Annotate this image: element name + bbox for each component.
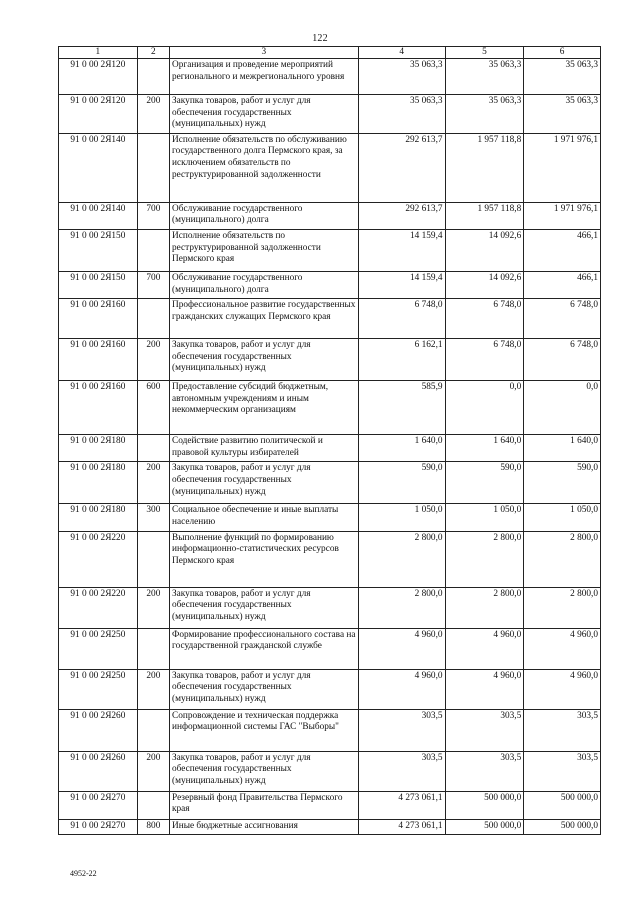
cell-amount-3: 6 748,0 xyxy=(524,299,601,339)
table-header xyxy=(59,47,601,59)
cell-amount-3: 466,1 xyxy=(524,229,601,271)
cell-amount-1: 292 613,7 xyxy=(358,202,445,229)
table-row xyxy=(59,709,601,751)
cell-description: Закупка товаров, работ и услуг для обеспечения государственных (муниципальных) нужд xyxy=(170,587,359,628)
cell-expense-type: 200 xyxy=(137,751,169,791)
cell-code: 91 0 00 2Я120 xyxy=(59,59,138,95)
column-header-type: 2 xyxy=(137,47,169,59)
header-row xyxy=(59,47,601,59)
cell-amount-2: 303,5 xyxy=(445,751,524,791)
cell-amount-2: 1 640,0 xyxy=(445,435,524,462)
cell-amount-2: 2 800,0 xyxy=(445,587,524,628)
cell-amount-1: 4 960,0 xyxy=(358,628,445,669)
cell-expense-type: 200 xyxy=(137,95,169,134)
column-header-name: 3 xyxy=(170,47,359,59)
cell-amount-3: 35 063,3 xyxy=(524,95,601,134)
table-row xyxy=(59,628,601,669)
cell-code: 91 0 00 2Я150 xyxy=(59,271,138,298)
cell-expense-type xyxy=(137,628,169,669)
cell-description: Формирование профессионального состава на государственной гражданской службе xyxy=(170,628,359,669)
cell-amount-1: 35 063,3 xyxy=(358,95,445,134)
cell-code: 91 0 00 2Я270 xyxy=(59,791,138,819)
cell-amount-3: 500 000,0 xyxy=(524,791,601,819)
cell-code: 91 0 00 2Я120 xyxy=(59,95,138,134)
table-row xyxy=(59,59,601,95)
cell-code: 91 0 00 2Я140 xyxy=(59,133,138,202)
table-row xyxy=(59,819,601,835)
cell-amount-2: 35 063,3 xyxy=(445,59,524,95)
cell-description: Закупка товаров, работ и услуг для обеспечения государственных (муниципальных) нужд xyxy=(170,669,359,709)
table-row xyxy=(59,229,601,271)
cell-amount-2: 1 957 118,8 xyxy=(445,202,524,229)
cell-amount-2: 1 957 118,8 xyxy=(445,133,524,202)
cell-description: Выполнение функций по формированию информационно-статистических ресурсов Пермского края xyxy=(170,531,359,587)
cell-amount-3: 303,5 xyxy=(524,709,601,751)
cell-amount-1: 6 748,0 xyxy=(358,299,445,339)
cell-code: 91 0 00 2Я260 xyxy=(59,751,138,791)
cell-description: Закупка товаров, работ и услуг для обеспечения государственных (муниципальных) нужд xyxy=(170,462,359,504)
table-body xyxy=(59,59,601,835)
table-row xyxy=(59,202,601,229)
cell-description: Иные бюджетные ассигнования xyxy=(170,819,359,835)
cell-code: 91 0 00 2Я250 xyxy=(59,669,138,709)
cell-amount-1: 2 800,0 xyxy=(358,531,445,587)
cell-description: Профессиональное развитие государственных гражданских служащих Пермского края xyxy=(170,299,359,339)
cell-expense-type xyxy=(137,531,169,587)
cell-amount-3: 1 971 976,1 xyxy=(524,133,601,202)
cell-amount-3: 466,1 xyxy=(524,271,601,298)
cell-amount-2: 6 748,0 xyxy=(445,299,524,339)
cell-amount-1: 303,5 xyxy=(358,709,445,751)
table-row xyxy=(59,791,601,819)
cell-code: 91 0 00 2Я160 xyxy=(59,381,138,435)
footer-code: 4952-22 xyxy=(70,869,97,878)
cell-amount-3: 0,0 xyxy=(524,381,601,435)
cell-amount-1: 4 960,0 xyxy=(358,669,445,709)
cell-description: Обслуживание государственного (муниципального) долга xyxy=(170,202,359,229)
table-row xyxy=(59,133,601,202)
cell-amount-3: 500 000,0 xyxy=(524,819,601,835)
cell-amount-3: 4 960,0 xyxy=(524,628,601,669)
column-header-amount-3: 6 xyxy=(524,47,601,59)
cell-amount-2: 1 050,0 xyxy=(445,504,524,531)
table-row xyxy=(59,669,601,709)
cell-amount-2: 303,5 xyxy=(445,709,524,751)
cell-expense-type xyxy=(137,709,169,751)
cell-code: 91 0 00 2Я260 xyxy=(59,709,138,751)
cell-code: 91 0 00 2Я220 xyxy=(59,587,138,628)
cell-amount-1: 14 159,4 xyxy=(358,271,445,298)
cell-expense-type xyxy=(137,229,169,271)
cell-code: 91 0 00 2Я250 xyxy=(59,628,138,669)
cell-description: Резервный фонд Правительства Пермского края xyxy=(170,791,359,819)
cell-amount-2: 35 063,3 xyxy=(445,95,524,134)
cell-amount-1: 4 273 061,1 xyxy=(358,819,445,835)
cell-code: 91 0 00 2Я270 xyxy=(59,819,138,835)
cell-code: 91 0 00 2Я180 xyxy=(59,504,138,531)
cell-description: Предоставление субсидий бюджетным, автономным учреждениям и иным некоммерческим организациям xyxy=(170,381,359,435)
cell-amount-2: 14 092,6 xyxy=(445,229,524,271)
cell-description: Закупка товаров, работ и услуг для обеспечения государственных (муниципальных) нужд xyxy=(170,339,359,381)
cell-amount-3: 2 800,0 xyxy=(524,587,601,628)
cell-amount-1: 585,9 xyxy=(358,381,445,435)
cell-expense-type: 200 xyxy=(137,462,169,504)
cell-expense-type: 200 xyxy=(137,339,169,381)
cell-amount-2: 500 000,0 xyxy=(445,791,524,819)
table-row xyxy=(59,95,601,134)
page-number: 122 xyxy=(312,33,328,44)
cell-expense-type: 600 xyxy=(137,381,169,435)
cell-amount-3: 2 800,0 xyxy=(524,531,601,587)
cell-amount-1: 1 640,0 xyxy=(358,435,445,462)
table-row xyxy=(59,751,601,791)
cell-amount-1: 4 273 061,1 xyxy=(358,791,445,819)
cell-expense-type xyxy=(137,791,169,819)
table-row xyxy=(59,435,601,462)
cell-amount-3: 1 971 976,1 xyxy=(524,202,601,229)
cell-amount-3: 1 050,0 xyxy=(524,504,601,531)
cell-amount-1: 35 063,3 xyxy=(358,59,445,95)
cell-expense-type: 700 xyxy=(137,202,169,229)
column-header-code: 1 xyxy=(59,47,138,59)
cell-amount-2: 590,0 xyxy=(445,462,524,504)
cell-code: 91 0 00 2Я180 xyxy=(59,462,138,504)
cell-amount-3: 303,5 xyxy=(524,751,601,791)
cell-amount-2: 14 092,6 xyxy=(445,271,524,298)
cell-code: 91 0 00 2Я160 xyxy=(59,299,138,339)
cell-expense-type: 200 xyxy=(137,669,169,709)
cell-amount-1: 6 162,1 xyxy=(358,339,445,381)
cell-description: Исполнение обязательств по обслуживанию государственного долга Пермского края, за исключением обязательств по реструктурированной задолженности xyxy=(170,133,359,202)
column-header-amount-1: 4 xyxy=(358,47,445,59)
cell-expense-type xyxy=(137,299,169,339)
cell-amount-2: 4 960,0 xyxy=(445,669,524,709)
cell-amount-1: 2 800,0 xyxy=(358,587,445,628)
cell-description: Организация и проведение мероприятий регионального и межрегионального уровня xyxy=(170,59,359,95)
cell-amount-3: 1 640,0 xyxy=(524,435,601,462)
cell-amount-2: 0,0 xyxy=(445,381,524,435)
table-row xyxy=(59,587,601,628)
cell-description: Социальное обеспечение и иные выплаты населению xyxy=(170,504,359,531)
table-row xyxy=(59,504,601,531)
cell-expense-type: 200 xyxy=(137,587,169,628)
cell-amount-2: 4 960,0 xyxy=(445,628,524,669)
cell-description: Сопровождение и техническая поддержка информационной системы ГАС "Выборы" xyxy=(170,709,359,751)
table-row xyxy=(59,381,601,435)
cell-amount-1: 1 050,0 xyxy=(358,504,445,531)
cell-expense-type: 300 xyxy=(137,504,169,531)
table-row xyxy=(59,271,601,298)
cell-amount-3: 35 063,3 xyxy=(524,59,601,95)
cell-expense-type xyxy=(137,133,169,202)
table-row xyxy=(59,531,601,587)
table-row xyxy=(59,299,601,339)
cell-amount-3: 6 748,0 xyxy=(524,339,601,381)
cell-code: 91 0 00 2Я160 xyxy=(59,339,138,381)
cell-amount-2: 6 748,0 xyxy=(445,339,524,381)
cell-amount-1: 14 159,4 xyxy=(358,229,445,271)
cell-expense-type: 700 xyxy=(137,271,169,298)
cell-expense-type: 800 xyxy=(137,819,169,835)
cell-description: Закупка товаров, работ и услуг для обеспечения государственных (муниципальных) нужд xyxy=(170,751,359,791)
cell-amount-1: 590,0 xyxy=(358,462,445,504)
budget-table xyxy=(58,46,601,835)
cell-amount-3: 590,0 xyxy=(524,462,601,504)
cell-description: Исполнение обязательств по реструктурированной задолженности Пермского края xyxy=(170,229,359,271)
cell-expense-type xyxy=(137,435,169,462)
cell-code: 91 0 00 2Я150 xyxy=(59,229,138,271)
cell-amount-2: 500 000,0 xyxy=(445,819,524,835)
table-row xyxy=(59,462,601,504)
cell-code: 91 0 00 2Я220 xyxy=(59,531,138,587)
cell-code: 91 0 00 2Я180 xyxy=(59,435,138,462)
table-row xyxy=(59,339,601,381)
column-header-amount-2: 5 xyxy=(445,47,524,59)
cell-code: 91 0 00 2Я140 xyxy=(59,202,138,229)
cell-amount-1: 292 613,7 xyxy=(358,133,445,202)
cell-expense-type xyxy=(137,59,169,95)
cell-amount-1: 303,5 xyxy=(358,751,445,791)
cell-amount-2: 2 800,0 xyxy=(445,531,524,587)
cell-description: Обслуживание государственного (муниципального) долга xyxy=(170,271,359,298)
cell-amount-3: 4 960,0 xyxy=(524,669,601,709)
cell-description: Содействие развитию политической и правовой культуры избирателей xyxy=(170,435,359,462)
cell-description: Закупка товаров, работ и услуг для обеспечения государственных (муниципальных) нужд xyxy=(170,95,359,134)
